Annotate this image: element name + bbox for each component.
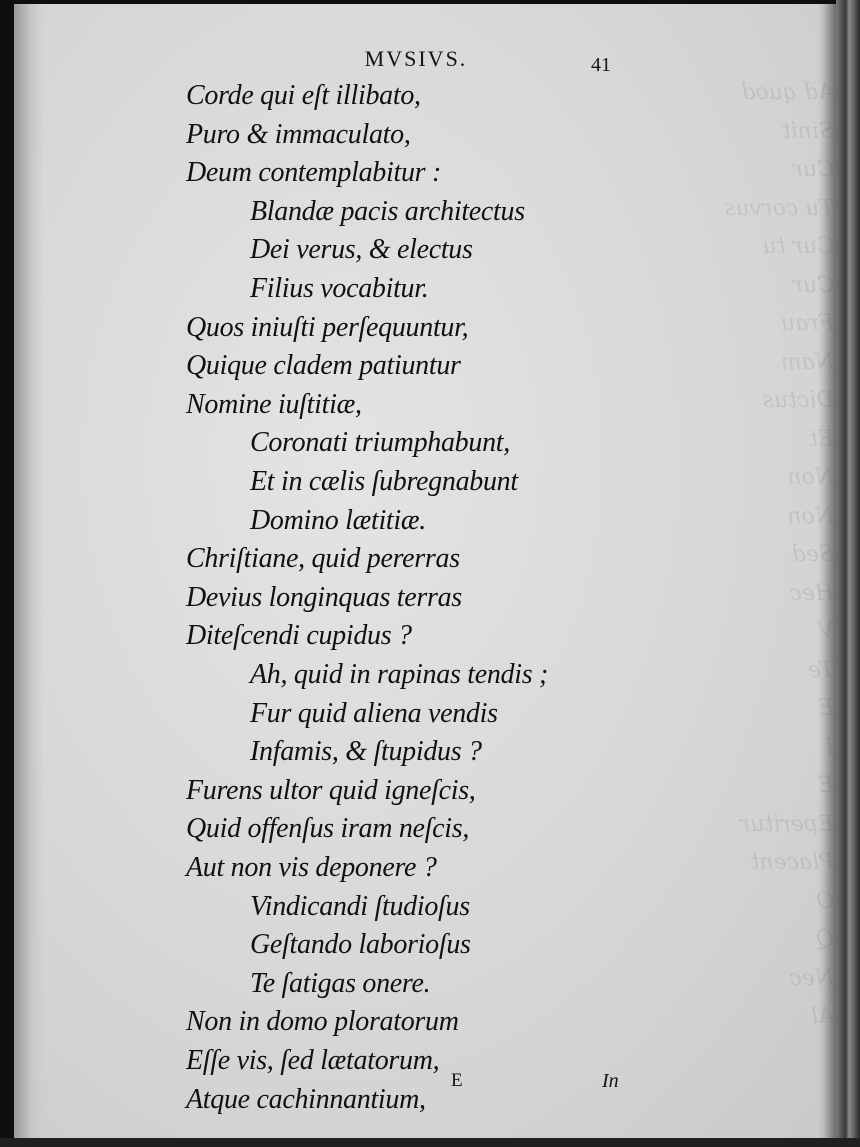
poem-line-indented: Et in cælis ſubregnabunt bbox=[250, 466, 518, 497]
poem-line: Corde qui eſt illibato, bbox=[186, 80, 421, 111]
poem-line: Aut non vis deponere ? bbox=[186, 852, 437, 883]
poem-line: Eſſe vis, ſed lætatorum, bbox=[186, 1045, 440, 1076]
book-fore-edge bbox=[836, 0, 860, 1147]
poem-line-indented: Dei verus, & electus bbox=[250, 234, 473, 266]
poem-line: Devius longinquas terras bbox=[186, 581, 462, 613]
poem-line-indented: Infamis, & ſtupidus ? bbox=[250, 736, 482, 768]
poem-line: Chriſtiane, quid pererras bbox=[186, 543, 460, 575]
poem-line: Quid offenſus iram neſcis, bbox=[186, 813, 470, 845]
poem-line: Quique cladem patiuntur bbox=[186, 350, 461, 382]
poem-line: Puro & immaculato, bbox=[186, 118, 411, 150]
poem-line-indented: Coronati triumphabunt, bbox=[250, 427, 510, 459]
poem-line-indented: Domino lætitiæ. bbox=[250, 504, 426, 536]
book-bottom-edge bbox=[0, 1138, 860, 1147]
poem-line: Diteſcendi cupidus ? bbox=[186, 620, 412, 652]
catchword: In bbox=[602, 1070, 619, 1092]
page-gutter-shadow bbox=[14, 4, 44, 1140]
poem-line: Non in domo ploratorum bbox=[186, 1006, 459, 1038]
poem-line: Deum contemplabitur : bbox=[186, 157, 441, 189]
book-page bbox=[14, 4, 836, 1140]
poem-line-indented: Blandæ pacis architectus bbox=[250, 195, 525, 227]
poem-line-indented: Filius vocabitur. bbox=[250, 273, 429, 304]
page-edge-shadow bbox=[818, 4, 836, 1140]
poem-line-indented: Vindicandi ſtudioſus bbox=[250, 890, 470, 922]
poem-line-indented: Te ſatigas onere. bbox=[250, 967, 431, 999]
poem-line: Atque cachinnantium, bbox=[186, 1083, 426, 1115]
poem-line: Nomine iuſtitiæ, bbox=[186, 388, 362, 420]
poem-line-indented: Ah, quid in rapinas tendis ; bbox=[250, 659, 549, 690]
running-head: MVSIVS. bbox=[364, 46, 468, 71]
show-through-texture: quod Sinit Cur corvus Cur tu Cur Frau Nam Dictus Non Non Sed Hec Eperitur Placent Nec bbox=[724, 80, 834, 991]
poem-line-indented: Fur quid aliena vendis bbox=[250, 697, 498, 729]
poem-line: Quos iniuſti perſequuntur, bbox=[186, 311, 469, 343]
poem-line-indented: Geſtando laborioſus bbox=[250, 929, 471, 961]
signature-mark: E bbox=[451, 1070, 463, 1091]
poem-line: Furens ultor quid igneſcis, bbox=[186, 774, 476, 806]
page-number: 41 bbox=[591, 54, 611, 76]
